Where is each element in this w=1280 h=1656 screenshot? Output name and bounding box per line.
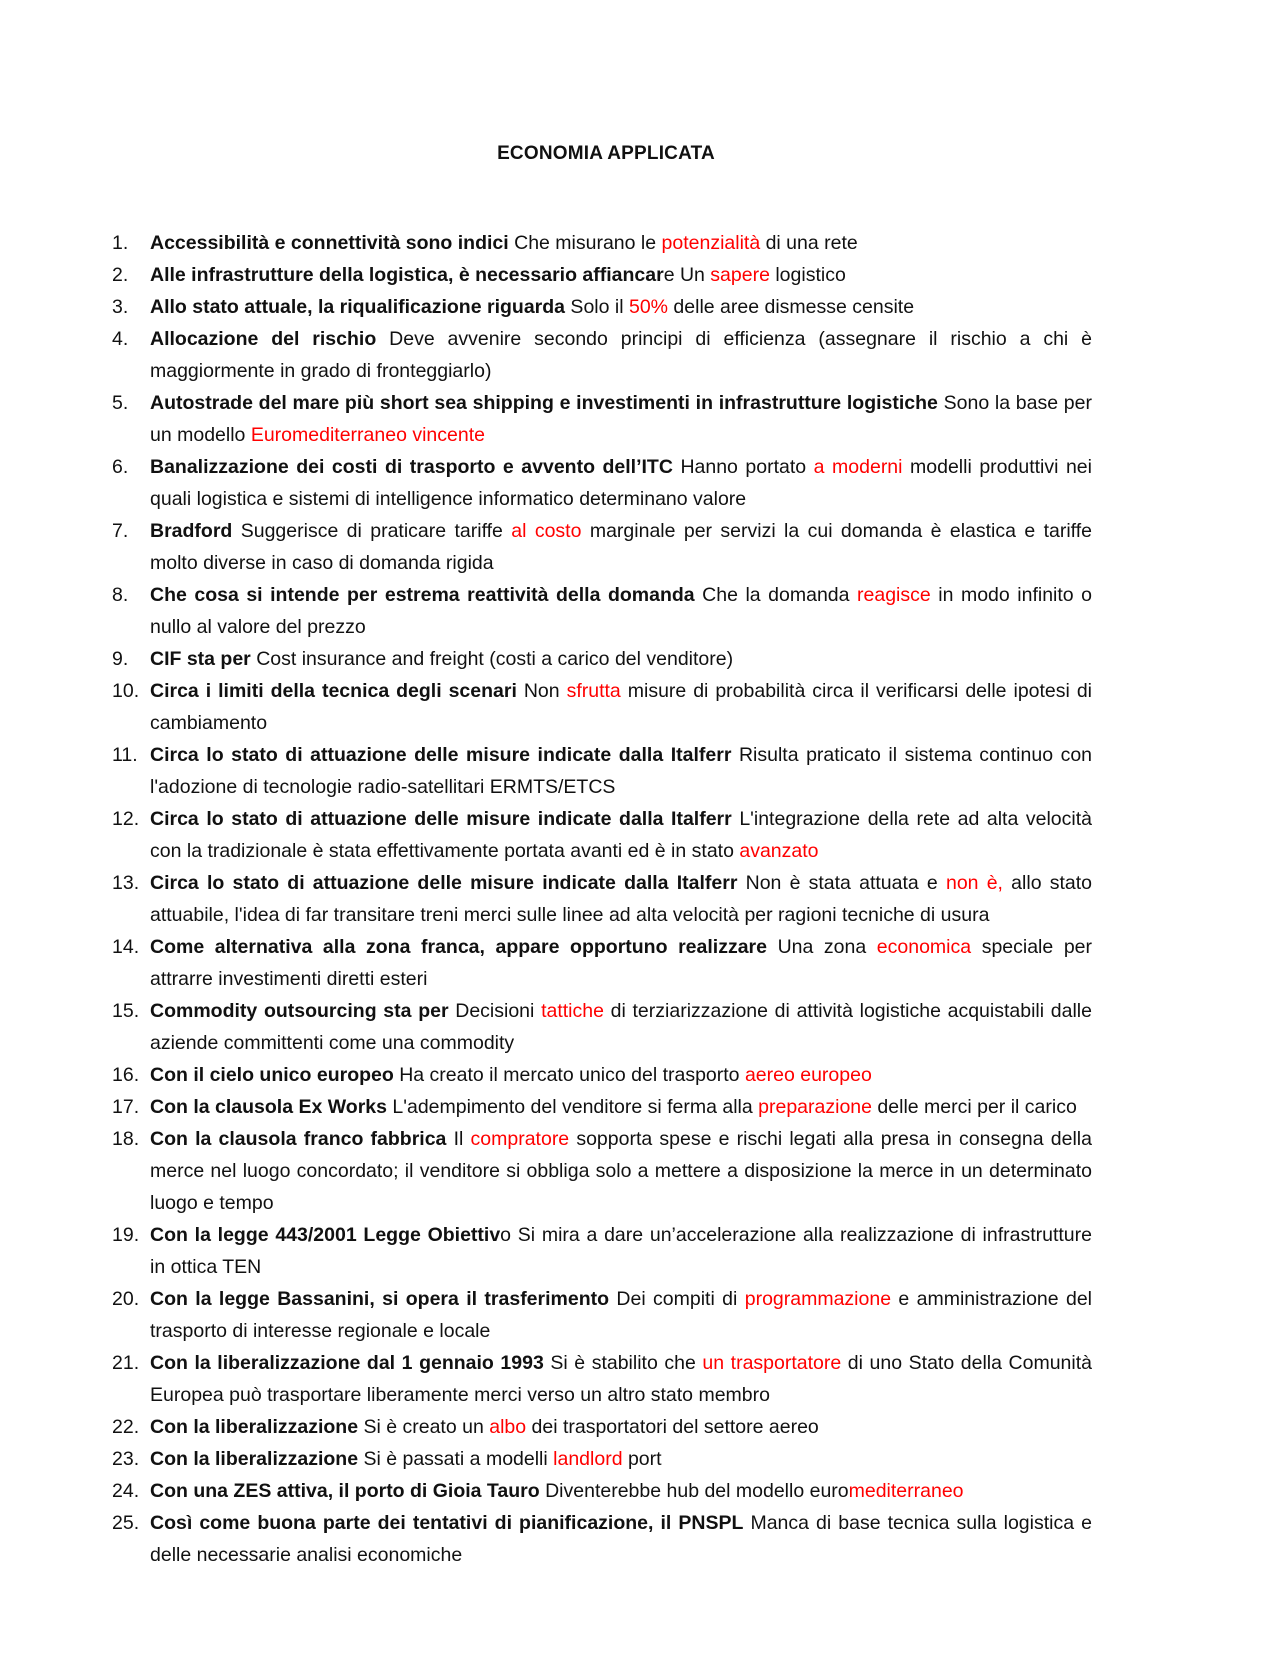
item-number: 4. [112,328,129,350]
list-item [112,643,1092,675]
highlighted-answer-text: preparazione [758,1096,872,1118]
list-item [112,1123,1092,1219]
question-text: Allo stato attuale, la riqualificazione riguarda [150,296,566,318]
question-list [112,227,1092,1571]
answer-text: allo stato attuabile, l'idea di far transitare treni merci sulle linee ad alta velocità per ragioni tecniche di usura [150,872,1093,926]
highlighted-answer-text: potenzialità [661,232,761,254]
list-item [112,1507,1092,1571]
item-number: 16. [112,1064,140,1086]
answer-text: delle aree dismesse censite [668,296,915,318]
item-number: 2. [112,264,129,286]
item-number: 8. [112,584,129,606]
list-item [112,995,1092,1059]
answer-text: logistico [769,264,846,286]
list-item [112,387,1092,451]
answer-text: Sono la base per un modello [150,392,1092,446]
item-number: 13. [112,872,140,894]
item-number: 20. [112,1288,140,1310]
item-number: 7. [112,520,129,542]
item-number: 17. [112,1096,140,1118]
list-item [112,675,1092,739]
item-number: 3. [112,296,129,318]
highlighted-answer-text: tattiche [541,1000,604,1022]
list-item [112,1475,1092,1507]
highlighted-answer-text: un trasportatore [702,1352,842,1374]
highlighted-answer-text: compratore [470,1128,570,1150]
list-item [112,323,1092,387]
answer-text: o Si mira a dare un’accelerazione alla realizzazione di infrastrutture in ottica TEN [150,1224,1092,1278]
answer-text: e Un [663,264,711,286]
list-item [112,1411,1092,1443]
item-number: 9. [112,648,129,670]
item-number: 19. [112,1224,140,1246]
highlighted-answer-text: al costo [511,520,582,542]
answer-text: Si è passati a modelli [358,1448,554,1470]
answer-text: Che misurano le [508,232,662,254]
answer-text: misure di probabilità circa il verificarsi delle ipotesi di cambiamento [150,680,1092,734]
answer-text: sopporta spese e rischi legati alla presa in consegna della merce nel luogo concordato; il venditore si obbliga solo a mettere a disposizione la merce in un determinato luogo e tempo [150,1128,1092,1214]
highlighted-answer-text: landlord [553,1448,623,1470]
list-item [112,739,1092,803]
item-number: 14. [112,936,140,958]
answer-text: di uno Stato della Comunità Europea può trasportare liberamente merci verso un altro stato membro [150,1352,1092,1406]
highlighted-answer-text: a moderni [813,456,903,478]
question-text: Con la liberalizzazione [150,1448,359,1470]
item-number: 18. [112,1128,140,1150]
question-text: CIF sta per [150,648,251,670]
answer-text: Solo il [565,296,629,318]
highlighted-answer-text: programmazione [744,1288,892,1310]
question-text: Circa lo stato di attuazione delle misure indicate dalla Italferr [150,872,738,894]
answer-text: Diventerebbe hub del modello euro [539,1480,849,1502]
highlighted-answer-text: Euromediterraneo vincente [250,424,485,446]
highlighted-answer-text: non è, [945,872,1003,894]
highlighted-answer-text: reagisce [857,584,931,606]
list-item [112,579,1092,643]
answer-text: di terziarizzazione di attività logistiche acquistabili dalle aziende committenti come una commodity [150,1000,1092,1054]
question-text: Allocazione del rischio [150,328,377,350]
answer-text: Non [516,680,567,702]
question-text: Circa i limiti della tecnica degli scenari [150,680,517,702]
item-number: 5. [112,392,129,414]
highlighted-answer-text: sfrutta [566,680,621,702]
question-text: Con la legge Bassanini, si opera il trasferimento [150,1288,610,1310]
list-item [112,1219,1092,1283]
answer-text: Una zona [766,936,877,958]
question-text: Autostrade del mare più short sea shipping e investimenti in infrastrutture logistiche [150,392,938,414]
list-item [112,1091,1092,1123]
item-number: 15. [112,1000,140,1022]
highlighted-answer-text: sapere [710,264,770,286]
answer-text: di una rete [760,232,858,254]
highlighted-answer-text: 50% [628,296,668,318]
question-text: Bradford [150,520,233,542]
answer-text: speciale per attrarre investimenti diretti esteri [150,936,1092,990]
list-item [112,1443,1092,1475]
answer-text: Risulta praticato il sistema continuo con l'adozione di tecnologie radio-satellitari ERMTS/ETCS [150,744,1093,798]
list-item [112,451,1092,515]
item-number: 6. [112,456,129,478]
item-number: 23. [112,1448,140,1470]
answer-text: Si è creato un [358,1416,490,1438]
question-text: Con la liberalizzazione [150,1416,359,1438]
answer-text: Manca di base tecnica sulla logistica e delle necessarie analisi economiche [150,1512,1092,1566]
answer-text: Che la domanda [694,584,858,606]
question-text: Con la legge 443/2001 Legge Obiettiv [150,1224,501,1246]
answer-text: port [622,1448,662,1470]
document-title: ECONOMIA APPLICATA [497,143,715,164]
highlighted-answer-text: aereo europeo [744,1064,872,1086]
answer-text: Deve avvenire secondo principi di efficienza (assegnare il rischio a chi è maggiormente in grado di fronteggiarlo) [150,328,1092,382]
question-text: Che cosa si intende per estrema reattività della domanda [150,584,695,606]
question-text: Con la clausola Ex Works [150,1096,387,1118]
answer-text: dei trasportatori del settore aereo [526,1416,819,1438]
item-number: 12. [112,808,140,830]
item-number: 25. [112,1512,140,1534]
answer-text: L'integrazione della rete ad alta velocità con la tradizionale è stata effettivamente portata avanti ed è in stato [150,808,1093,862]
question-text: Così come buona parte dei tentativi di pianificazione, il PNSPL [150,1512,744,1534]
list-item [112,1059,1092,1091]
item-number: 24. [112,1480,140,1502]
highlighted-answer-text: albo [489,1416,527,1438]
question-text: Commodity outsourcing sta per [150,1000,449,1022]
list-item [112,1347,1092,1411]
question-text: Con una ZES attiva, il porto di Gioia Tauro [150,1480,540,1502]
highlighted-answer-text: avanzato [739,840,819,862]
list-item [112,259,1092,291]
question-text: Con la clausola franco fabbrica [150,1128,447,1150]
answer-text: Non è stata attuata e [737,872,946,894]
answer-text: Hanno portato [672,456,814,478]
answer-text: in modo infinito o nullo al valore del prezzo [150,584,1093,638]
item-number: 21. [112,1352,140,1374]
question-text: Circa lo stato di attuazione delle misure indicate dalla Italferr [150,744,732,766]
question-text: Accessibilità e connettività sono indici [150,232,509,254]
answer-text: e amministrazione del trasporto di interesse regionale e locale [150,1288,1093,1342]
highlighted-answer-text: economica [876,936,972,958]
answer-text: modelli produttivi nei quali logistica e sistemi di intelligence informatico determinano valore [150,456,1092,510]
answer-text: Decisioni [448,1000,542,1022]
list-item [112,931,1092,995]
answer-text: L'adempimento del venditore si ferma alla [386,1096,759,1118]
highlighted-answer-text: mediterraneo [848,1480,964,1502]
question-text: Circa lo stato di attuazione delle misure indicate dalla Italferr [150,808,732,830]
list-item [112,867,1092,931]
answer-text: Dei compiti di [609,1288,745,1310]
question-text: Con il cielo unico europeo [150,1064,394,1086]
item-number: 22. [112,1416,140,1438]
question-text: Con la liberalizzazione dal 1 gennaio 1993 [150,1352,544,1374]
list-item [112,291,1092,323]
list-item [112,1283,1092,1347]
answer-text: Suggerisce di praticare tariffe [232,520,512,542]
item-number: 10. [112,680,140,702]
list-item [112,227,1092,259]
question-text: Come alternativa alla zona franca, appare opportuno realizzare [150,936,767,958]
answer-text: delle merci per il carico [872,1096,1077,1118]
list-item [112,803,1092,867]
question-text: Alle infrastrutture della logistica, è necessario affiancar [150,264,664,286]
answer-text: Si è stabilito che [543,1352,703,1374]
item-number: 11. [112,744,138,766]
answer-text: Il [446,1128,471,1150]
list-item [112,515,1092,579]
question-text: Banalizzazione dei costi di trasporto e avvento dell’ITC [150,456,673,478]
item-number: 1. [112,232,129,254]
answer-text: Cost insurance and freight (costi a carico del venditore) [250,648,734,670]
answer-text: marginale per servizi la cui domanda è elastica e tariffe molto diverse in caso di domanda rigida [150,520,1092,574]
answer-text: Ha creato il mercato unico del trasporto [393,1064,745,1086]
